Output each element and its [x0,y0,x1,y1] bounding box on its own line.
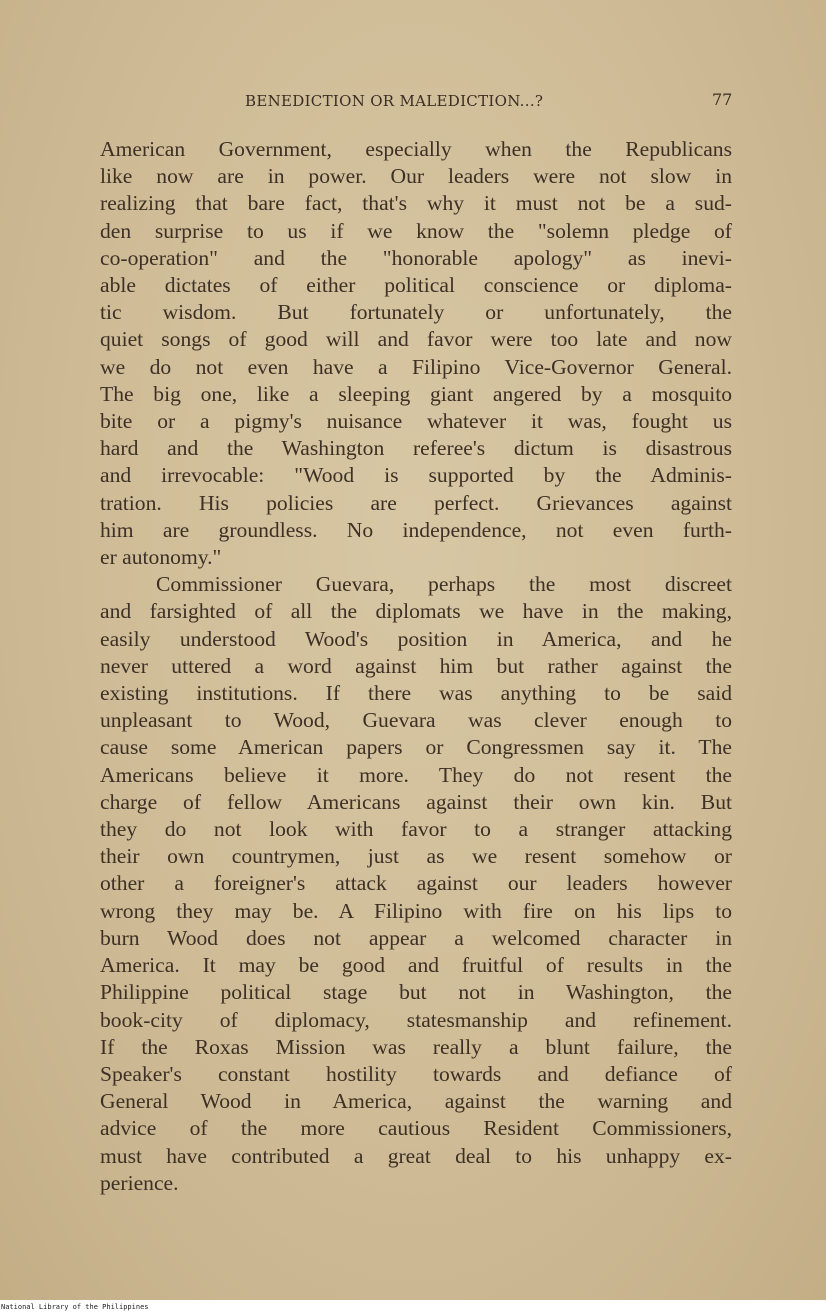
text-line: and farsighted of all the diplomats we have in the making, [100,599,732,624]
text-line: Commissioner Guevara, perhaps the most discreet [156,572,732,597]
text-line: must have contributed a great deal to his unhappy ex- [100,1143,732,1168]
text-line: Philippine political stage but not in Washington, the [100,980,732,1005]
text-line: America. It may be good and fruitful of results in the [100,953,732,978]
text-line: never uttered a word against him but rather against the [100,653,732,678]
page-number: 77 [712,90,733,109]
text-line: quiet songs of good will and favor were too late and now [100,327,732,352]
text-line: tration. His policies are perfect. Grievances against [100,490,732,515]
text-line: The big one, like a sleeping giant angered by a mosquito [100,381,732,406]
running-head [0,92,826,116]
text-line: tic wisdom. But fortunately or unfortunately, the [100,300,732,325]
text-line: able dictates of either political conscience or diploma- [100,273,732,298]
text-line: unpleasant to Wood, Guevara was clever enough to [100,708,732,733]
text-line: him are groundless. No independence, not even furth- [100,517,732,542]
text-line: wrong they may be. A Filipino with fire on his lips to [100,898,732,923]
text-line: den surprise to us if we know the "solemn pledge of [100,218,732,243]
text-line: other a foreigner's attack against our leaders however [100,871,732,896]
text-line: burn Wood does not appear a welcomed character in [100,925,732,950]
text-line: If the Roxas Mission was really a blunt failure, the [100,1034,732,1059]
library-credit: National Library of the Philippines [1,1303,149,1311]
text-line: Americans believe it more. They do not resent the [100,762,732,787]
text-line: er autonomy." [100,545,222,570]
running-title: BENEDICTION OR MALEDICTION...? [245,92,544,110]
text-line: charge of fellow Americans against their own kin. But [100,789,732,814]
text-line: perience. [100,1170,179,1195]
text-line: existing institutions. If there was anything to be said [100,681,732,706]
text-line: Speaker's constant hostility towards and defiance of [100,1061,732,1086]
text-line: bite or a pigmy's nuisance whatever it was, fought us [100,409,732,434]
text-line: cause some American papers or Congressmen say it. The [100,735,732,760]
text-line: advice of the more cautious Resident Commissioners, [100,1116,732,1141]
text-line: hard and the Washington referee's dictum is disastrous [100,436,732,461]
text-line: easily understood Wood's position in America, and he [100,626,732,651]
text-line: they do not look with favor to a stranger attacking [100,817,732,842]
body-text [100,136,732,1197]
text-line: American Government, especially when the Republicans [100,137,732,161]
text-line: realizing that bare fact, that's why it must not be a sud- [100,191,732,216]
text-line: General Wood in America, against the warning and [100,1089,732,1114]
text-line: book-city of diplomacy, statesmanship and refinement. [100,1007,732,1032]
text-line: we do not even have a Filipino Vice-Governor General. [100,354,732,379]
text-line: and irrevocable: "Wood is supported by the Adminis- [100,463,732,488]
text-line: their own countrymen, just as we resent somehow or [100,844,732,869]
paragraph-2 [100,571,732,1197]
text-line: co-operation" and the "honorable apology" as inevi- [100,245,732,270]
paragraph-1 [100,136,732,571]
text-line: like now are in power. Our leaders were not slow in [100,164,732,189]
